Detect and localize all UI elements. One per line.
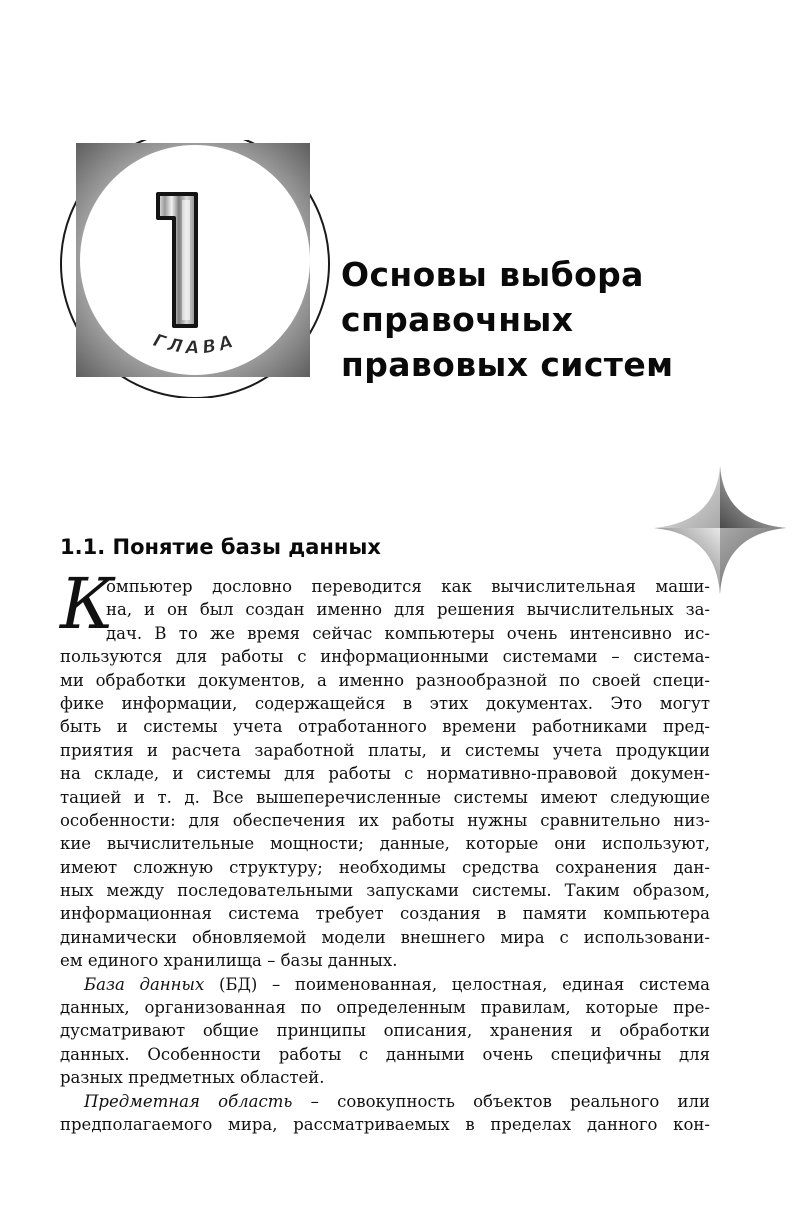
text-line: имеют сложную структуру; необходимы средства сохранения дан- — [60, 857, 710, 877]
text-line: особенности: для обеспечения их работы нужны сравнительно низ- — [60, 810, 710, 830]
term-database: База данных — [84, 974, 205, 994]
text-line: на складе, и системы для работы с нормативно-правовой докумен- — [60, 764, 710, 784]
text-line: омпьютер дословно переводится как вычислительная маши- — [106, 577, 710, 596]
text-line — [60, 1090, 710, 1113]
text-line: информационная система требует создания в памяти компьютера — [60, 904, 710, 924]
text-line: данных. Особенности работы с данными очень специфичны для — [60, 1044, 710, 1064]
text-line: приятия и расчета заработной платы, и системы учета продукции — [60, 740, 710, 760]
body-text — [60, 563, 710, 1136]
text-line: быть и системы учета отработанного времени работниками пред- — [60, 717, 710, 737]
text-line: кие вычислительные мощности; данные, которые они используют, — [60, 834, 710, 854]
chapter-title-line: правовых систем — [341, 345, 674, 384]
chapter-number: 1 — [58, 140, 59, 141]
section-title: 1.1. Понятие базы данных — [60, 535, 381, 559]
text-line: ем единого хранилища – базы данных. — [60, 951, 398, 971]
text-line: тацией и т. д. Все вышеперечисленные системы имеют следующие — [60, 787, 710, 807]
chapter-label: ГЛАВА — [150, 329, 240, 359]
text-line — [60, 973, 710, 996]
text-line: разных предметных областей. — [60, 1068, 325, 1088]
chapter-title-line: справочных — [341, 300, 574, 339]
text-line: динамически обновляемой модели внешнего мира с использовани- — [60, 927, 710, 947]
text-line: ных между последовательными запусками системы. Таким образом, — [60, 881, 710, 901]
chapter-emblem — [58, 140, 330, 398]
drop-cap: К — [60, 563, 115, 645]
text-line: данных, организованная по определенным правилам, которые пре- — [60, 998, 710, 1018]
text-line: дусматривают общие принципы описания, хранения и обработки — [60, 1021, 710, 1041]
text-line: пользуются для работы с информационными системами – система- — [60, 647, 710, 667]
text-line: на, и он был создан именно для решения вычислительных за- — [106, 600, 710, 620]
definition-text: – совокупность объектов реального или — [292, 1091, 710, 1111]
text-line: ми обработки документов, а именно разнообразной по своей специ- — [60, 670, 710, 690]
text-line: фике информации, содержащейся в этих документах. Это могут — [60, 693, 710, 713]
chapter-title — [341, 252, 673, 387]
chapter-title-line: Основы выбора — [341, 255, 644, 294]
definition-text: (БД) – поименованная, целостная, единая система — [204, 974, 710, 994]
term-subject-area: Предметная область — [84, 1091, 293, 1111]
text-line: дач. В то же время сейчас компьютеры очень интенсивно ис- — [106, 623, 710, 643]
text-line: предполагаемого мира, рассматриваемых в пределах данного кон- — [60, 1114, 710, 1134]
